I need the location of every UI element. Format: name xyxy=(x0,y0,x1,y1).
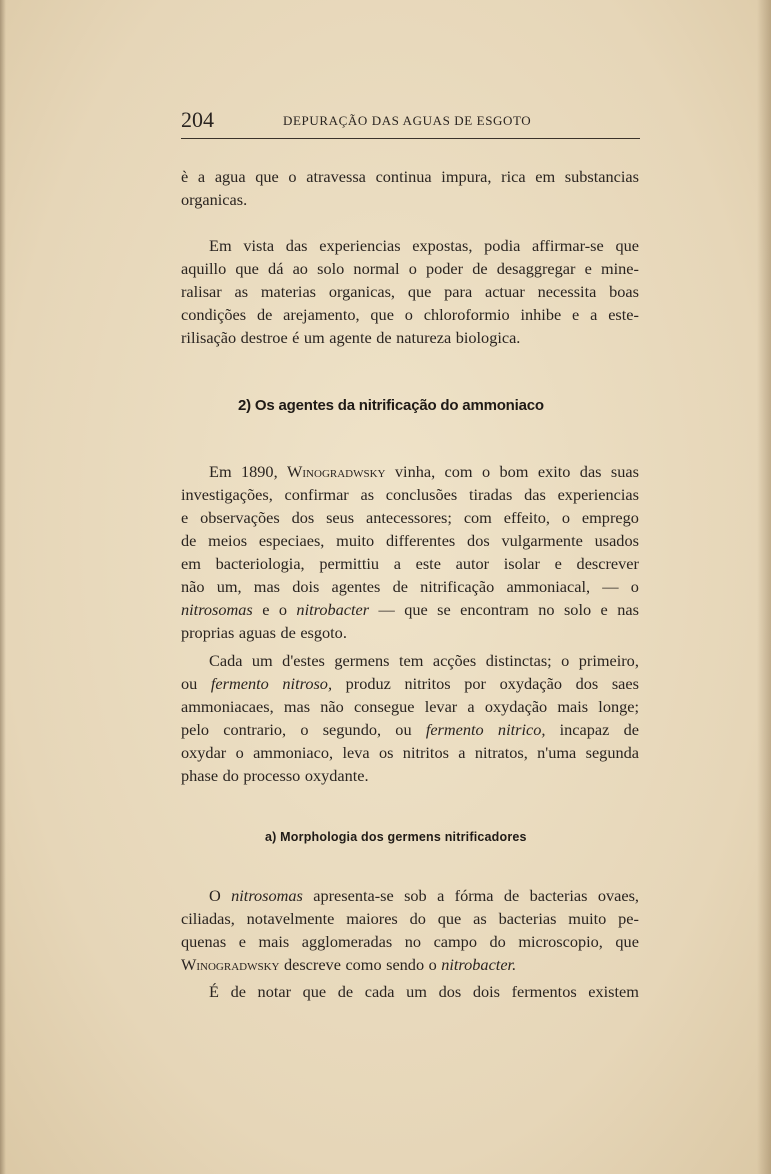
word: bacterias xyxy=(498,909,557,928)
word: experiencias xyxy=(557,485,639,504)
word: normal xyxy=(353,259,400,278)
paragraph-4 xyxy=(181,649,639,787)
word: destroe xyxy=(240,328,288,347)
word: permittiu xyxy=(319,554,380,573)
word: isolar xyxy=(503,554,540,573)
text-line xyxy=(181,575,639,598)
word: Em xyxy=(209,462,232,481)
word: um xyxy=(251,651,273,670)
word: vulgarmente xyxy=(501,531,583,550)
word: o xyxy=(235,743,244,762)
word: primeiro, xyxy=(578,651,639,670)
word: saes xyxy=(611,674,639,693)
word: ralisar xyxy=(181,282,222,301)
italic-term: fermento xyxy=(210,674,269,693)
word: usados xyxy=(594,531,639,550)
word: ao xyxy=(292,259,308,278)
word: tem xyxy=(398,651,424,670)
text-line xyxy=(181,529,639,552)
word: é xyxy=(292,328,300,347)
word: que xyxy=(404,600,428,619)
word: a xyxy=(467,697,475,716)
text-line xyxy=(181,907,639,930)
word: o xyxy=(561,651,570,670)
word: de xyxy=(337,982,354,1001)
word: este- xyxy=(608,305,639,324)
word: processo xyxy=(243,766,301,785)
word: dois xyxy=(292,577,320,596)
word: arejamento, xyxy=(283,305,360,324)
word: oxydação xyxy=(484,697,548,716)
word: nitratos, xyxy=(474,743,528,762)
word: ou xyxy=(395,720,412,739)
word: d'estes xyxy=(282,651,325,670)
word: — xyxy=(378,600,395,619)
text-line xyxy=(181,672,639,695)
word: distinctas; xyxy=(485,651,552,670)
word: de xyxy=(280,623,296,642)
word: maiores xyxy=(346,909,398,928)
word: meios xyxy=(208,531,248,550)
word: as xyxy=(473,909,487,928)
word: mine- xyxy=(600,259,639,278)
word: e xyxy=(181,508,189,527)
word: impura, xyxy=(441,167,492,186)
word: os xyxy=(378,743,394,762)
word: de xyxy=(392,577,408,596)
word: ovaes, xyxy=(597,886,639,905)
word: nas xyxy=(617,600,639,619)
word: dos xyxy=(467,531,490,550)
page-number: 204 xyxy=(181,107,214,132)
word: germens xyxy=(334,651,390,670)
word: para xyxy=(444,282,473,301)
word: muito xyxy=(568,909,607,928)
author-name: Winogradwsky xyxy=(181,955,280,974)
word: sendo xyxy=(386,955,425,974)
word: agua xyxy=(214,167,246,186)
word: proprias xyxy=(181,623,235,642)
word: descreve xyxy=(283,955,341,974)
word: differentes xyxy=(385,531,456,550)
word: a xyxy=(197,167,206,186)
word: vista xyxy=(243,236,275,255)
word: ammoniacaes, xyxy=(181,697,274,716)
word: de xyxy=(623,720,639,739)
word: o xyxy=(630,577,639,596)
word: pelo xyxy=(181,720,210,739)
word: substancias xyxy=(564,167,639,186)
subsection-heading: a) Morphologia dos germens nitrificadores xyxy=(265,830,527,844)
word: exito xyxy=(537,462,571,481)
italic-term: nitroso, xyxy=(282,674,333,693)
word: solo xyxy=(563,600,592,619)
word: solo xyxy=(317,259,345,278)
word: por xyxy=(464,674,486,693)
word: poder xyxy=(426,259,464,278)
paragraph-1 xyxy=(181,165,639,211)
word: mais xyxy=(258,932,290,951)
page-header xyxy=(181,107,641,135)
word: das xyxy=(579,462,602,481)
text-line xyxy=(181,234,639,257)
word: o xyxy=(288,167,297,186)
word: que xyxy=(370,305,394,324)
word: oxydar xyxy=(181,743,227,762)
word: do xyxy=(222,766,239,785)
word: as xyxy=(234,282,249,301)
word: atravessa xyxy=(306,167,366,186)
word: que xyxy=(302,982,327,1001)
word: aguas xyxy=(238,623,276,642)
word: o xyxy=(481,462,491,481)
text-line xyxy=(181,980,639,1003)
word: esgoto. xyxy=(300,623,347,642)
word: quenas xyxy=(181,932,227,951)
word: agente xyxy=(329,328,372,347)
word: a xyxy=(458,743,466,762)
italic-term: nitrico, xyxy=(497,720,546,739)
text-line xyxy=(181,884,639,907)
word: contrario, xyxy=(223,720,287,739)
word: dos xyxy=(291,508,315,527)
word: experiencias xyxy=(319,236,401,255)
word: emprego xyxy=(581,508,639,527)
word: nitrificação xyxy=(420,577,495,596)
author-name: Winogradwsky xyxy=(287,462,386,481)
section-heading: 2) Os agentes da nitrificação do ammoniaco xyxy=(238,397,544,414)
italic-term: fermento xyxy=(425,720,484,739)
page-edge-shadow xyxy=(757,0,771,1174)
word: inhibe xyxy=(520,305,562,324)
word: produz xyxy=(345,674,391,693)
italic-term: nitrosomas xyxy=(181,600,253,619)
word: mas xyxy=(253,577,281,596)
word: de xyxy=(472,259,488,278)
word: levar xyxy=(424,697,458,716)
word: apresenta-se xyxy=(313,886,394,905)
word: a xyxy=(437,886,445,905)
word: das xyxy=(524,485,546,504)
word: a xyxy=(393,554,401,573)
italic-term: nitrosomas xyxy=(231,886,303,905)
word: incapaz xyxy=(559,720,610,739)
word: agglomeradas xyxy=(301,932,393,951)
word: fermentos xyxy=(511,982,577,1001)
word: o xyxy=(428,955,437,974)
word: boas xyxy=(609,282,639,301)
word: É xyxy=(209,982,219,1001)
word: biologica. xyxy=(455,328,521,347)
word: leva xyxy=(342,743,370,762)
word: O xyxy=(209,886,221,905)
word: e xyxy=(238,932,246,951)
word: antecessores; xyxy=(366,508,452,527)
header-rule xyxy=(181,138,640,139)
text-line xyxy=(181,953,639,976)
text-line xyxy=(181,649,639,672)
word: um xyxy=(406,982,427,1001)
word: continua xyxy=(375,167,432,186)
text-line xyxy=(181,326,639,349)
word: em xyxy=(181,554,201,573)
text-line xyxy=(181,930,639,953)
word: organicas, xyxy=(328,282,396,301)
text-line xyxy=(181,695,639,718)
word: em xyxy=(535,167,556,186)
word: e xyxy=(554,554,562,573)
word: bacteriologia, xyxy=(215,554,305,573)
word: agentes xyxy=(331,577,381,596)
running-head: DEPURAÇÃO DAS AGUAS DE ESGOTO xyxy=(283,113,532,128)
word: como xyxy=(345,955,382,974)
word: desaggregar xyxy=(496,259,576,278)
word: necessita xyxy=(537,282,597,301)
word: do xyxy=(489,932,506,951)
word: è xyxy=(181,167,189,186)
word: mais xyxy=(557,697,589,716)
word: notavelmente xyxy=(246,909,335,928)
word: actuar xyxy=(484,282,525,301)
word: rica xyxy=(501,167,526,186)
word: que xyxy=(407,282,432,301)
word: rilisação xyxy=(181,328,237,347)
word: autor xyxy=(455,554,490,573)
word: com xyxy=(444,462,473,481)
word: descrever xyxy=(576,554,639,573)
word: muito xyxy=(336,531,375,550)
word: no xyxy=(404,932,422,951)
word: microscopio, xyxy=(518,932,603,951)
word: conclusões xyxy=(385,485,458,504)
word: condições xyxy=(181,305,247,324)
text-line xyxy=(181,741,639,764)
text-line xyxy=(181,460,639,483)
word: com xyxy=(463,508,492,527)
word: campo xyxy=(433,932,477,951)
word: nitritos xyxy=(402,743,449,762)
word: no xyxy=(538,600,555,619)
word: Em xyxy=(209,236,232,255)
word: confirmar xyxy=(284,485,349,504)
word: o xyxy=(300,720,309,739)
word: longe; xyxy=(598,697,639,716)
word: e xyxy=(262,600,270,619)
word: nitritos xyxy=(404,674,451,693)
word: natureza xyxy=(396,328,452,347)
word: consegue xyxy=(353,697,415,716)
word: que xyxy=(615,236,639,255)
word: dos xyxy=(575,674,599,693)
word: não xyxy=(181,577,205,596)
word: investigações, xyxy=(181,485,273,504)
word: um, xyxy=(216,577,242,596)
word: o xyxy=(561,508,571,527)
word: mas xyxy=(283,697,311,716)
word: ammoniaco, xyxy=(253,743,334,762)
word: bom xyxy=(499,462,529,481)
word: effeito, xyxy=(503,508,550,527)
word: pe- xyxy=(618,909,639,928)
word: de xyxy=(256,305,273,324)
word: aquillo xyxy=(181,259,227,278)
text-line xyxy=(181,764,639,787)
italic-term: nitrobacter xyxy=(296,600,370,619)
word: dá xyxy=(268,259,284,278)
word: dos xyxy=(438,982,462,1001)
word: expostas, xyxy=(412,236,473,255)
text-line xyxy=(181,506,639,529)
word: tiradas xyxy=(468,485,513,504)
word: segunda xyxy=(585,743,639,762)
word: que xyxy=(235,259,259,278)
word: dois xyxy=(472,982,500,1001)
word: e xyxy=(572,305,580,324)
word: phase xyxy=(181,766,219,785)
word: este xyxy=(415,554,441,573)
word: de xyxy=(181,531,197,550)
word: ciliadas, xyxy=(181,909,235,928)
word: o xyxy=(408,259,417,278)
word: oxydação xyxy=(499,674,562,693)
word: suas xyxy=(610,462,639,481)
word: do xyxy=(409,909,426,928)
word: de xyxy=(503,886,520,905)
word: ou xyxy=(181,674,198,693)
word: notar xyxy=(257,982,291,1001)
word: segundo, xyxy=(322,720,382,739)
word: especiaes, xyxy=(258,531,325,550)
word: chloroformio xyxy=(423,305,510,324)
word: de xyxy=(230,982,246,1001)
word: 1890, xyxy=(241,462,278,481)
word: não xyxy=(320,697,344,716)
word: um xyxy=(303,328,325,347)
word: affirmar-se xyxy=(532,236,604,255)
paragraph-6 xyxy=(181,980,639,1003)
paragraph-2 xyxy=(181,234,639,349)
paragraph-5 xyxy=(181,884,639,976)
word: podia xyxy=(484,236,521,255)
text-line xyxy=(181,552,639,575)
word: seus xyxy=(326,508,355,527)
word: das xyxy=(285,236,308,255)
word: vinha, xyxy=(394,462,436,481)
word: fórma xyxy=(454,886,494,905)
word: observações xyxy=(200,508,280,527)
word: n'uma xyxy=(537,743,577,762)
word: Cada xyxy=(209,651,243,670)
word: e xyxy=(600,600,608,619)
text-line xyxy=(181,718,639,741)
word: o xyxy=(278,600,287,619)
word: se xyxy=(437,600,451,619)
word: cada xyxy=(364,982,395,1001)
text-line xyxy=(181,165,639,188)
word: ammoniacal, xyxy=(506,577,591,596)
word: as xyxy=(360,485,375,504)
word: organicas. xyxy=(181,190,248,209)
text-line xyxy=(181,257,639,280)
word: que xyxy=(437,909,462,928)
word: existem xyxy=(588,982,639,1001)
paragraph-3 xyxy=(181,460,639,644)
word: a xyxy=(590,305,598,324)
word: o xyxy=(404,305,413,324)
text-line xyxy=(181,598,639,621)
page-binding-shadow xyxy=(0,0,6,1174)
word: — xyxy=(602,577,619,596)
word: bacterias xyxy=(529,886,588,905)
text-line xyxy=(181,188,639,211)
text-line xyxy=(181,303,639,326)
word: acções xyxy=(432,651,477,670)
text-line xyxy=(181,280,639,303)
word: que xyxy=(615,932,639,951)
italic-term: nitrobacter. xyxy=(441,955,517,974)
word: materias xyxy=(260,282,317,301)
word: sob xyxy=(404,886,427,905)
word: de xyxy=(376,328,392,347)
text-line xyxy=(181,483,639,506)
word: oxydante. xyxy=(304,766,369,785)
text-line xyxy=(181,621,639,644)
word: encontram xyxy=(460,600,529,619)
word: e xyxy=(584,259,592,278)
word: que xyxy=(255,167,279,186)
